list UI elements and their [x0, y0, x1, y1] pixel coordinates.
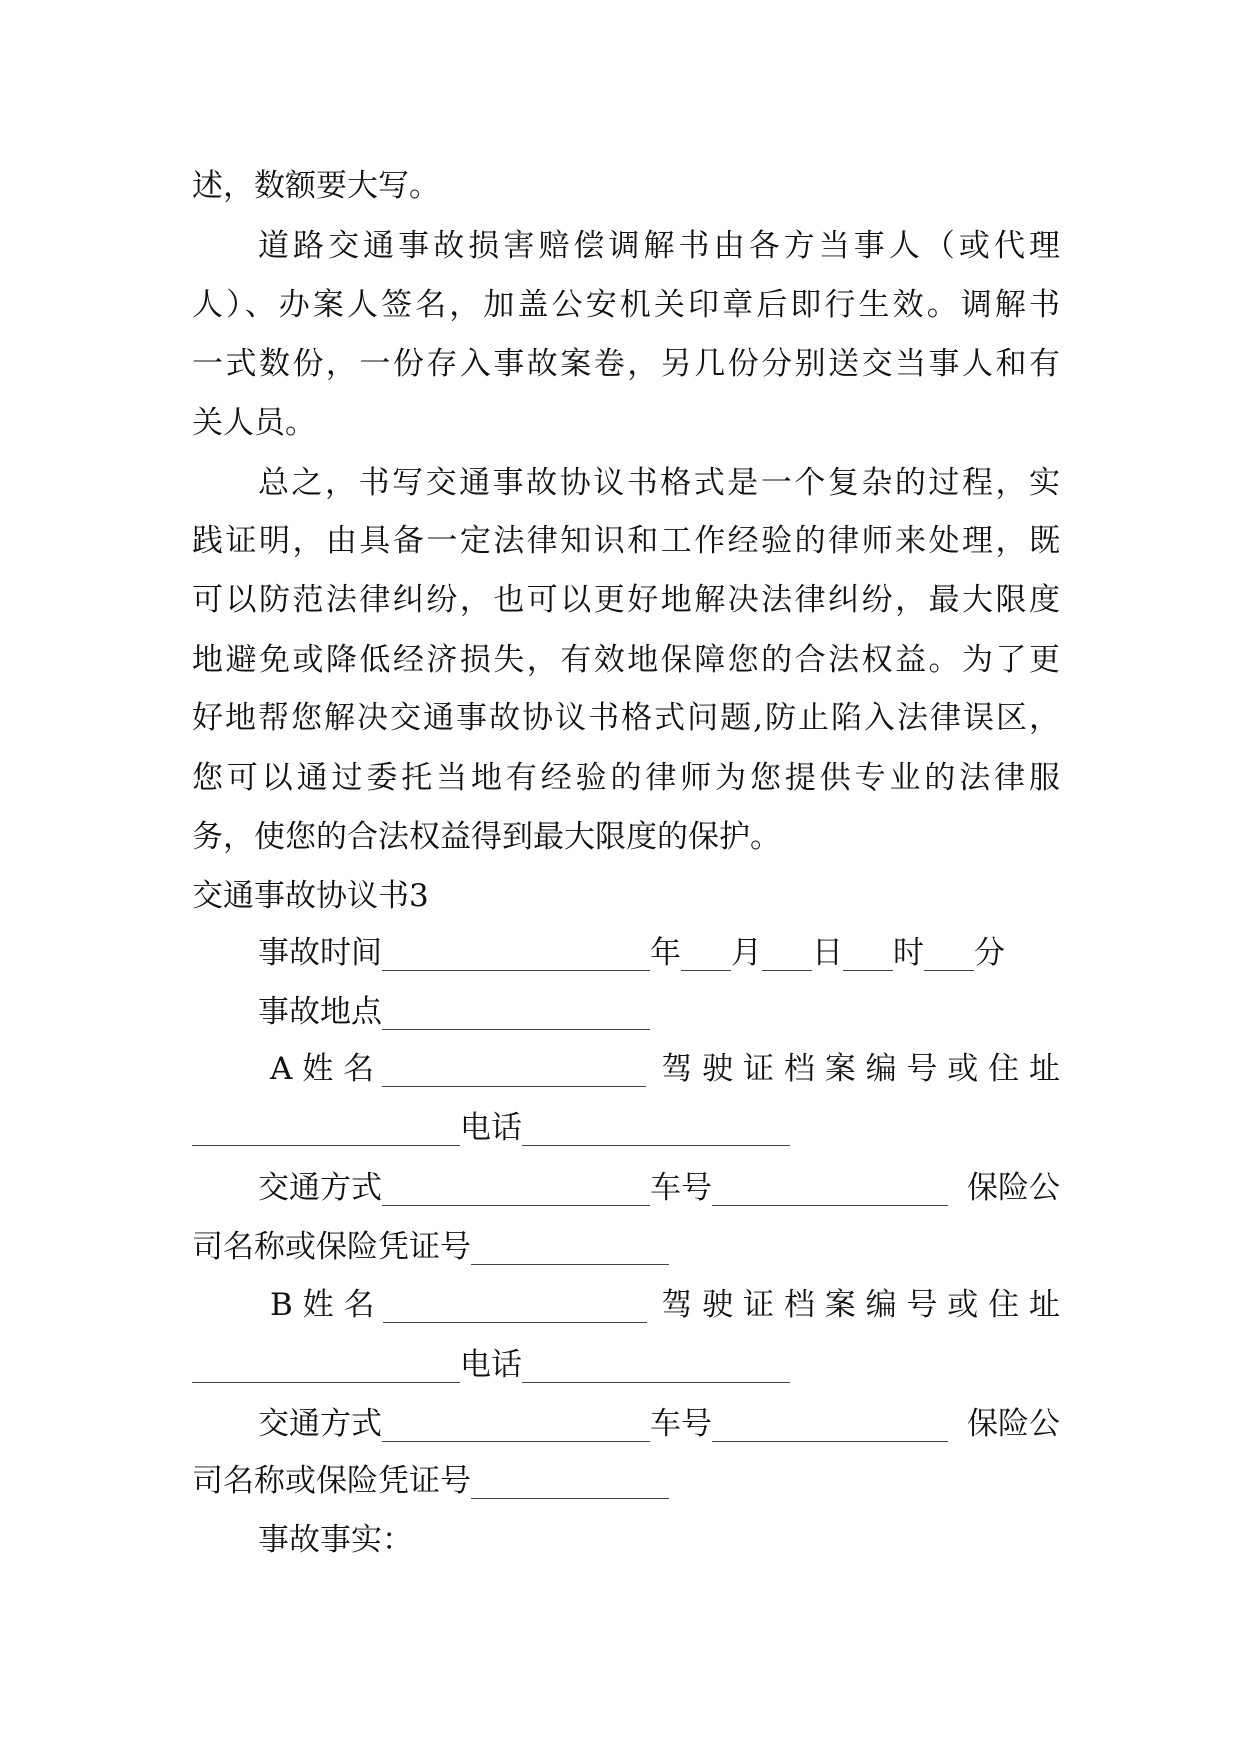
accident-facts-label: 事故事实： — [258, 1522, 413, 1558]
field-label: 分 — [974, 935, 1005, 971]
party-a-insurance-row — [192, 1225, 1060, 1269]
field-label: 交通方式 — [258, 1406, 382, 1442]
party-b-phone-row — [192, 1343, 1060, 1387]
text-line: 务，使您的合法权益得到最大限度的保护。 — [192, 819, 781, 855]
text-line: 关人员。 — [192, 405, 316, 441]
b-address-blank[interactable] — [192, 1348, 460, 1383]
a-insurance-blank[interactable] — [471, 1230, 669, 1265]
text-line: 可以防范法律纠纷，也可以更好地解决法律纠纷，最大限度 — [192, 582, 1060, 618]
a-phone-blank[interactable] — [522, 1111, 790, 1146]
field-label: 车号 — [650, 1406, 712, 1442]
field-label: 月 — [731, 935, 762, 971]
field-label: 日 — [812, 935, 843, 971]
field-label: 司名称或保险凭证号 — [192, 1229, 471, 1265]
party-b-insurance-row — [192, 1459, 1060, 1503]
text-line: 道路交通事故损害赔偿调解书由各方当事人（或代理 — [258, 228, 1060, 264]
time-blank[interactable] — [382, 936, 650, 971]
a-transport-blank[interactable] — [382, 1171, 650, 1206]
field-label: 事故地点 — [258, 994, 382, 1030]
section-title: 交通事故协议书3 — [192, 878, 429, 914]
text-line: 总之，书写交通事故协议书格式是一个复杂的过程，实 — [258, 465, 1060, 501]
field-label: 车号 — [650, 1170, 712, 1206]
text-line: 述，数额要大写。 — [192, 168, 440, 204]
field-label: 交通方式 — [258, 1170, 382, 1206]
b-transport-blank[interactable] — [382, 1407, 650, 1442]
text-line: 一式数份，一份存入事故案卷，另几份分别送交当事人和有 — [192, 346, 1060, 382]
hour-blank[interactable] — [843, 936, 893, 971]
month-blank[interactable] — [681, 936, 731, 971]
party-a-transport-row — [192, 1166, 1060, 1210]
minute-blank[interactable] — [924, 936, 974, 971]
place-blank[interactable] — [382, 995, 650, 1030]
a-plate-blank[interactable] — [712, 1171, 948, 1206]
text-line: 您可以通过委托当地有经验的律师为您提供专业的法律服 — [192, 760, 1060, 796]
b-name-blank[interactable] — [383, 1288, 647, 1323]
a-address-blank[interactable] — [192, 1111, 460, 1146]
field-label: 电话 — [460, 1110, 522, 1146]
field-label: 时 — [893, 935, 924, 971]
text-line: 人）、办案人签名，加盖公安机关印章后即行生效。调解书 — [192, 287, 1060, 323]
b-phone-blank[interactable] — [522, 1348, 790, 1383]
b-plate-blank[interactable] — [712, 1407, 948, 1442]
accident-time-row — [192, 931, 1060, 975]
field-label: 事故时间 — [258, 935, 382, 971]
field-label: A 姓 名 — [270, 1051, 375, 1087]
party-b-name-row — [192, 1283, 1060, 1327]
field-label: 电话 — [460, 1347, 522, 1383]
field-label: 保险公 — [967, 1170, 1060, 1206]
text-line: 践证明，由具备一定法律知识和工作经验的律师来处理，既 — [192, 523, 1060, 559]
party-b-transport-row — [192, 1402, 1060, 1446]
a-name-blank[interactable] — [382, 1052, 646, 1087]
party-a-name-row — [192, 1047, 1060, 1091]
text-line: 好地帮您解决交通事故协议书格式问题,防止陷入法律误区， — [192, 700, 1060, 736]
field-label: B 姓 名 — [270, 1287, 375, 1323]
field-label: 驾 驶 证 档 案 编 号 或 住 址 — [661, 1051, 1060, 1087]
text-line: 地避免或降低经济损失，有效地保障您的合法权益。为了更 — [192, 642, 1060, 678]
b-insurance-blank[interactable] — [471, 1464, 669, 1499]
party-a-phone-row — [192, 1106, 1060, 1150]
field-label: 保险公 — [967, 1406, 1060, 1442]
field-label: 年 — [650, 935, 681, 971]
field-label: 驾 驶 证 档 案 编 号 或 住 址 — [661, 1287, 1060, 1323]
accident-place-row — [192, 990, 1060, 1034]
day-blank[interactable] — [762, 936, 812, 971]
field-label: 司名称或保险凭证号 — [192, 1463, 471, 1499]
